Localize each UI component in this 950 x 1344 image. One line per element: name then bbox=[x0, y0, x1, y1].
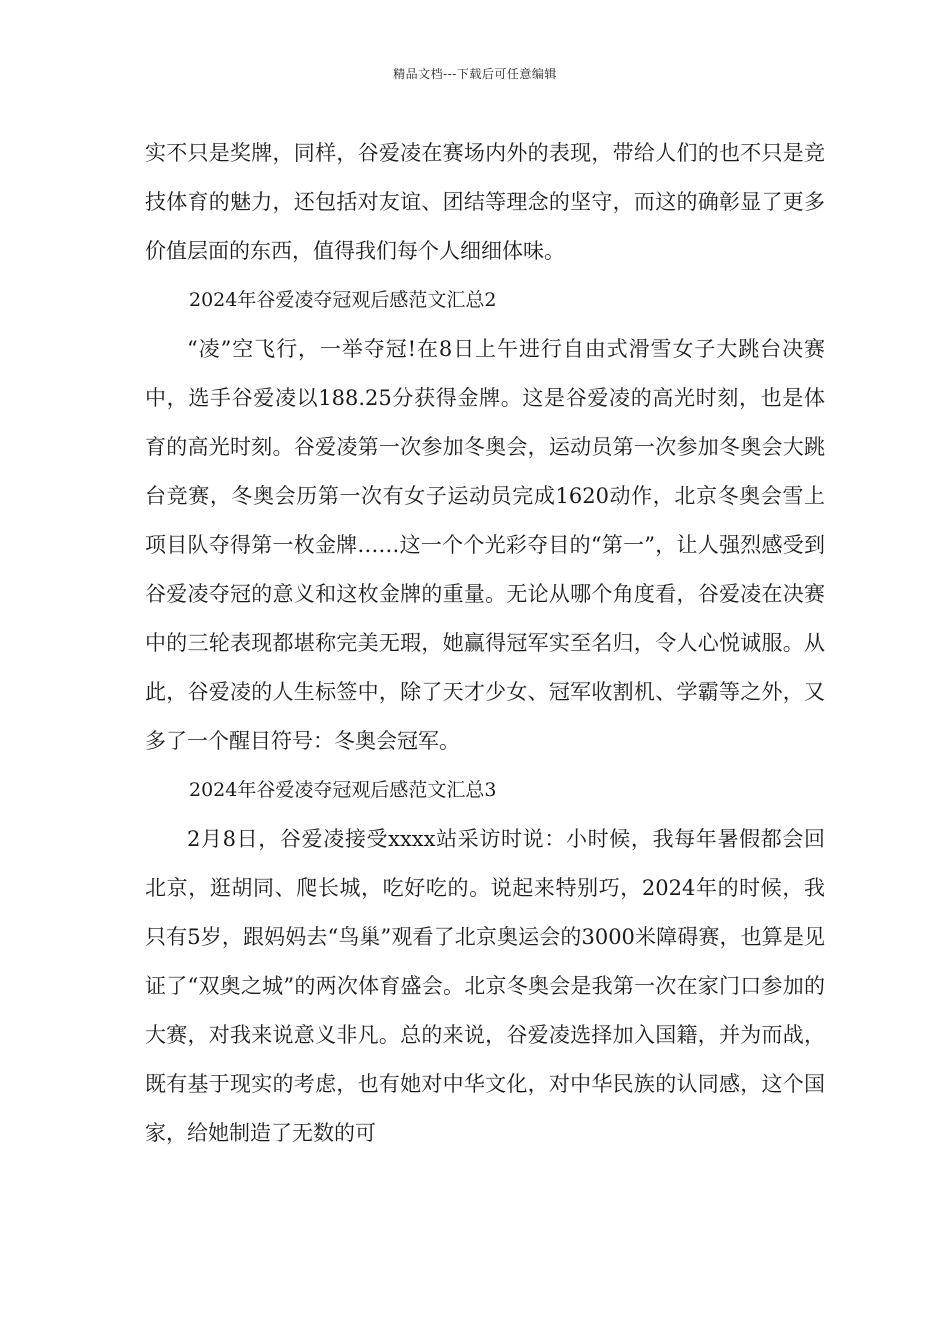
paragraph-section-2: “凌”空飞行，一举夺冠!在8日上午进行自由式滑雪女子大跳台决赛中，选手谷爱凌以188.25分获得金牌。这是谷爱凌的高光时刻，也是体育的高光时刻。谷爱凌第一次参加冬奥会，运动员第一次参加冬奥会大跳台竞赛，冬奥会历第一次有女子运动员完成1620动作，北京冬奥会雪上项目队夺得第一枚金牌……这一个个光彩夺目的“第一”，让人强烈感受到谷爱凌夺冠的意义和这枚金牌的重量。无论从哪个角度看，谷爱凌在决赛中的三轮表现都堪称完美无瑕，她赢得冠军实至名归，令人心悦诚服。从此，谷爱凌的人生标签中，除了天才少女、冠军收割机、学霸等之外，又多了一个醒目符号：冬奥会冠军。 bbox=[145, 337, 825, 753]
section-heading-2: 2024年谷爱凌夺冠观后感范文汇总2 bbox=[189, 289, 497, 311]
document-body bbox=[145, 129, 825, 1158]
paragraph-intro: 实不只是奖牌，同样，谷爱凌在赛场内外的表现，带给人们的也不只是竞技体育的魅力，还包括对友谊、团结等理念的坚守，而这的确彰显了更多价值层面的东西，值得我们每个人细细体味。 bbox=[145, 141, 825, 263]
section-heading-3: 2024年谷爱凌夺冠观后感范文汇总3 bbox=[189, 779, 497, 801]
paragraph-section-3: 2月8日，谷爱凌接受xxxx站采访时说：小时候，我每年暑假都会回北京，逛胡同、爬长城，吃好吃的。说起来特别巧，2024年的时候，我只有5岁，跟妈妈去“鸟巢”观看了北京奥运会的3000米障碍赛，也算是见证了“双奥之城”的两次体育盛会。北京冬奥会是我第一次在家门口参加的大赛，对我来说意义非凡。总的来说，谷爱凌选择加入国籍，并为而战，既有基于现实的考虑，也有她对中华文化，对中华民族的认同感，这个国家，给她制造了无数的可 bbox=[145, 827, 825, 1145]
page-header: 精品文档---下载后可任意编辑 bbox=[393, 67, 557, 81]
